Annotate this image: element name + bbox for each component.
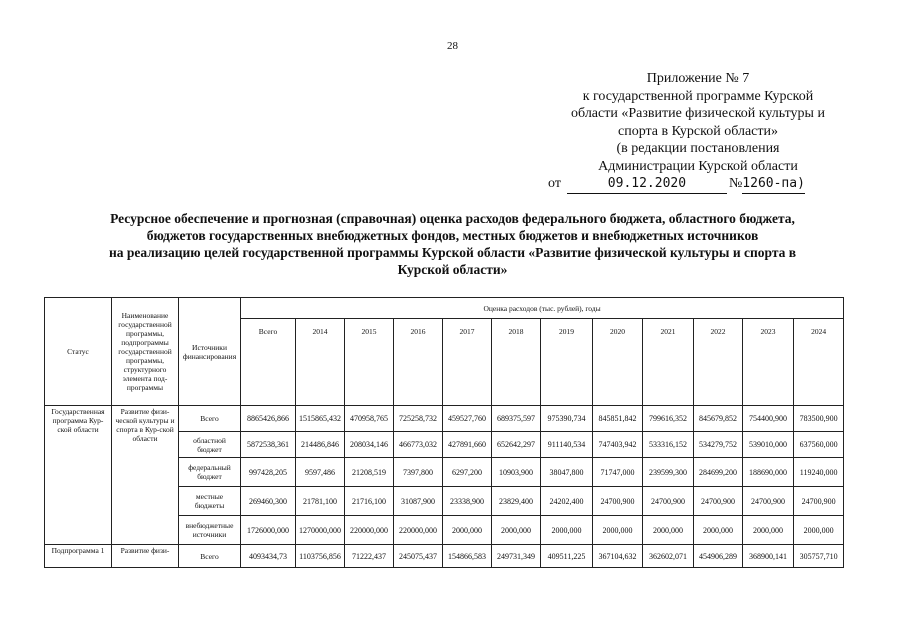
value-cell: 5872538,361 — [241, 432, 296, 458]
document-title — [40, 210, 865, 278]
value-cell: 71747,000 — [593, 458, 643, 487]
value-cell: 534279,752 — [694, 432, 743, 458]
value-cell: 21781,100 — [296, 487, 345, 516]
value-cell: 1515865,432 — [296, 406, 345, 432]
value-cell: 845851,842 — [593, 406, 643, 432]
table-row — [45, 545, 844, 568]
value-cell: 24700,900 — [794, 487, 844, 516]
value-cell: 214486,846 — [296, 432, 345, 458]
value-cell: 24700,900 — [743, 487, 794, 516]
number-label: № — [728, 176, 743, 191]
value-cell: 6297,200 — [443, 458, 492, 487]
value-cell: 1103756,856 — [296, 545, 345, 568]
value-cell: 409511,225 — [541, 545, 593, 568]
value-cell: 2000,000 — [541, 516, 593, 545]
value-cell: 2000,000 — [794, 516, 844, 545]
title-line: на реализацию целей государственной программы Курской области «Развитие физической культуры и спорта в — [108, 245, 797, 260]
appendix-line: области «Развитие физической культуры и — [571, 106, 825, 121]
value-cell: 24700,900 — [694, 487, 743, 516]
value-cell: 10903,900 — [492, 458, 541, 487]
value-cell: 845679,852 — [694, 406, 743, 432]
header-column: 2018 — [492, 319, 541, 406]
title-line: Курской области» — [397, 262, 508, 277]
value-cell: 31087,900 — [394, 487, 443, 516]
value-cell: 23338,900 — [443, 487, 492, 516]
value-cell: 7397,800 — [394, 458, 443, 487]
header-name: Наименование государственной программы, подпрограммы государственной программы, структурного элемента под-программы — [112, 298, 179, 406]
value-cell: 367104,632 — [593, 545, 643, 568]
status-cell: Подпрограмма 1 — [45, 545, 112, 568]
value-cell: 305757,710 — [794, 545, 844, 568]
header-column: 2020 — [593, 319, 643, 406]
header-column: 2024 — [794, 319, 844, 406]
title-line: бюджетов государственных внебюджетных фондов, местных бюджетов и внебюджетных источников — [146, 228, 759, 243]
status-cell: Государственная программа Кур-ской области — [45, 406, 112, 545]
appendix-line: к государственной программе Курской — [582, 88, 814, 104]
appendix-line: (в редакции постановления — [616, 141, 780, 156]
value-cell: 2000,000 — [492, 516, 541, 545]
value-cell: 284699,200 — [694, 458, 743, 487]
value-cell: 725258,732 — [394, 406, 443, 432]
value-cell: 997428,205 — [241, 458, 296, 487]
value-cell: 533316,152 — [643, 432, 694, 458]
value-cell: 2000,000 — [743, 516, 794, 545]
value-cell: 689375,597 — [492, 406, 541, 432]
appendix-line: спорта в Курской области» — [617, 123, 778, 139]
header-column: Всего — [241, 319, 296, 406]
source-cell: местные бюджеты — [179, 487, 241, 516]
value-cell: 799616,352 — [643, 406, 694, 432]
table-row — [45, 406, 844, 432]
value-cell: 1270000,000 — [296, 516, 345, 545]
value-cell: 21208,519 — [345, 458, 394, 487]
value-cell: 239599,300 — [643, 458, 694, 487]
resolution-date-row — [548, 175, 848, 194]
page-number: 28 — [447, 40, 458, 52]
value-cell: 71222,437 — [345, 545, 394, 568]
header-column: 2015 — [345, 319, 394, 406]
header-estimate: Оценка расходов (тыс. рублей), годы — [241, 298, 844, 319]
resource-table-wrap — [44, 297, 844, 568]
value-cell: 269460,300 — [241, 487, 296, 516]
value-cell: 154866,583 — [443, 545, 492, 568]
value-cell: 652642,297 — [492, 432, 541, 458]
value-cell: 21716,100 — [345, 487, 394, 516]
resolution-number: 1260-па) — [742, 175, 805, 194]
value-cell: 637560,000 — [794, 432, 844, 458]
value-cell: 2000,000 — [593, 516, 643, 545]
header-column: 2019 — [541, 319, 593, 406]
value-cell: 470958,765 — [345, 406, 394, 432]
value-cell: 911140,534 — [541, 432, 593, 458]
source-cell: Всего — [179, 545, 241, 568]
header-column: 2017 — [443, 319, 492, 406]
appendix-header — [548, 70, 848, 194]
source-cell: областной бюджет — [179, 432, 241, 458]
name-cell: Развитие физи-ческой культуры и спорта в Кур-ской области — [112, 406, 179, 545]
value-cell: 754400,900 — [743, 406, 794, 432]
header-column: 2022 — [694, 319, 743, 406]
value-cell: 454906,289 — [694, 545, 743, 568]
value-cell: 1726000,000 — [241, 516, 296, 545]
header-column: 2021 — [643, 319, 694, 406]
value-cell: 466773,032 — [394, 432, 443, 458]
value-cell: 24700,900 — [643, 487, 694, 516]
source-cell: Всего — [179, 406, 241, 432]
table-header-row — [45, 298, 844, 319]
value-cell: 9597,486 — [296, 458, 345, 487]
value-cell: 8865426,866 — [241, 406, 296, 432]
title-line: Ресурсное обеспечение и прогнозная (справочная) оценка расходов федерального бюджета, областного бюджета, — [110, 211, 795, 226]
value-cell: 119240,000 — [794, 458, 844, 487]
value-cell: 188690,000 — [743, 458, 794, 487]
header-column: 2023 — [743, 319, 794, 406]
value-cell: 245075,437 — [394, 545, 443, 568]
value-cell: 2000,000 — [443, 516, 492, 545]
value-cell: 208034,146 — [345, 432, 394, 458]
source-cell: федеральный бюджет — [179, 458, 241, 487]
from-label: от — [548, 176, 561, 191]
value-cell: 249731,349 — [492, 545, 541, 568]
appendix-line: Приложение № 7 — [646, 71, 750, 86]
value-cell: 4093434,73 — [241, 545, 296, 568]
value-cell: 24700,900 — [593, 487, 643, 516]
value-cell: 362602,071 — [643, 545, 694, 568]
value-cell: 368900,141 — [743, 545, 794, 568]
value-cell: 783500,900 — [794, 406, 844, 432]
value-cell: 975390,734 — [541, 406, 593, 432]
value-cell: 220000,000 — [345, 516, 394, 545]
header-column: 2014 — [296, 319, 345, 406]
value-cell: 459527,760 — [443, 406, 492, 432]
value-cell: 38047,800 — [541, 458, 593, 487]
resolution-date: 09.12.2020 — [567, 175, 727, 194]
header-column: 2016 — [394, 319, 443, 406]
header-status: Статус — [45, 298, 112, 406]
value-cell: 220000,000 — [394, 516, 443, 545]
header-source: Источники финансирования — [179, 298, 241, 406]
source-cell: внебюджетные источники — [179, 516, 241, 545]
value-cell: 539010,000 — [743, 432, 794, 458]
value-cell: 747403,942 — [593, 432, 643, 458]
value-cell: 427891,660 — [443, 432, 492, 458]
value-cell: 2000,000 — [643, 516, 694, 545]
value-cell: 23829,400 — [492, 487, 541, 516]
value-cell: 24202,400 — [541, 487, 593, 516]
value-cell: 2000,000 — [694, 516, 743, 545]
resource-table — [44, 297, 844, 568]
name-cell: Развитие физи- — [112, 545, 179, 568]
appendix-line: Администрации Курской области — [598, 158, 798, 174]
